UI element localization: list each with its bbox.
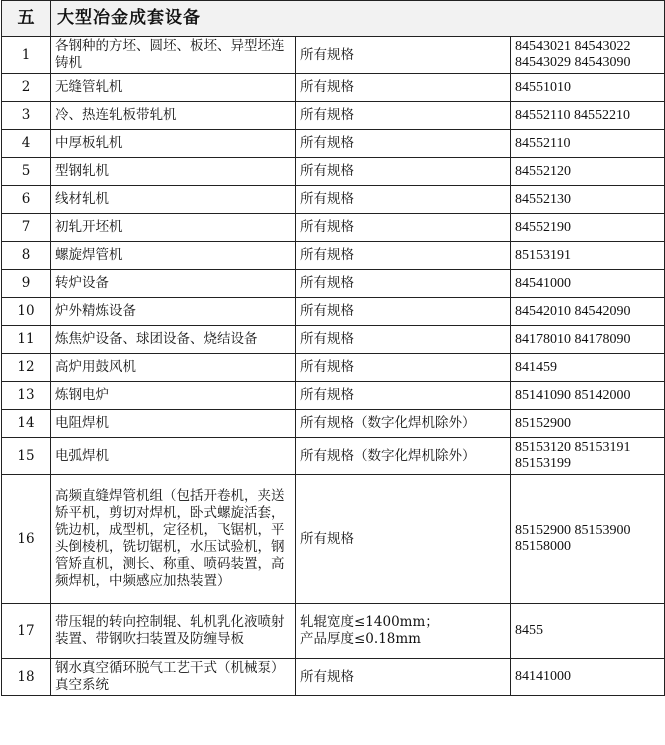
- spec-cell: 所有规格: [296, 186, 511, 214]
- equipment-name: 带压辊的转向控制辊、轧机乳化液喷射装置、带钢吹扫装置及防缠导板: [51, 604, 296, 659]
- tariff-code: 84552110: [511, 130, 665, 158]
- equipment-name: 型钢轧机: [51, 158, 296, 186]
- tariff-code: 84552190: [511, 214, 665, 242]
- equipment-name: 各钢种的方坯、圆坯、板坯、异型坯连铸机: [51, 37, 296, 74]
- equipment-name: 高炉用鼓风机: [51, 354, 296, 382]
- table-row: [2, 158, 665, 186]
- spec-cell: 所有规格（数字化焊机除外）: [296, 410, 511, 438]
- spec-cell: 所有规格: [296, 158, 511, 186]
- row-number: 14: [2, 410, 51, 438]
- tariff-code: 84552130: [511, 186, 665, 214]
- table-row: [2, 270, 665, 298]
- equipment-name: 炼焦炉设备、球团设备、烧结设备: [51, 326, 296, 354]
- spec-cell: 所有规格: [296, 382, 511, 410]
- row-number: 12: [2, 354, 51, 382]
- table-row: [2, 242, 665, 270]
- row-number: 8: [2, 242, 51, 270]
- equipment-name: 线材轧机: [51, 186, 296, 214]
- equipment-table: [1, 0, 665, 696]
- section-title: 大型冶金成套设备: [51, 1, 665, 37]
- table-row: [2, 438, 665, 475]
- tariff-code: 85152900 85153900 85158000: [511, 475, 665, 604]
- table-row: [2, 298, 665, 326]
- row-number: 15: [2, 438, 51, 475]
- tariff-code: 84552120: [511, 158, 665, 186]
- equipment-name: 螺旋焊管机: [51, 242, 296, 270]
- tariff-code: 84551010: [511, 74, 665, 102]
- table-row: [2, 604, 665, 659]
- row-number: 6: [2, 186, 51, 214]
- equipment-name: 高频直缝焊管机组（包括开卷机，夹送矫平机，剪切对焊机，卧式螺旋活套，铣边机，成型机，定径机，飞锯机，平头倒棱机，铣切锯机，水压试验机，钢管矫直机，测长、称重、喷码装置，高频焊机，中频感应加热装置）: [51, 475, 296, 604]
- table-row: [2, 659, 665, 696]
- table-row: [2, 130, 665, 158]
- row-number: 5: [2, 158, 51, 186]
- spec-cell: 所有规格: [296, 214, 511, 242]
- table-row: [2, 102, 665, 130]
- spec-cell: 所有规格: [296, 37, 511, 74]
- tariff-code: 8455: [511, 604, 665, 659]
- spec-cell: 所有规格: [296, 270, 511, 298]
- table-row: [2, 475, 665, 604]
- table-row: [2, 186, 665, 214]
- tariff-code: 84178010 84178090: [511, 326, 665, 354]
- spec-line: 轧辊宽度≤1400mm；: [300, 614, 439, 630]
- equipment-name: 炼钢电炉: [51, 382, 296, 410]
- section-header-row: [2, 1, 665, 37]
- equipment-name: 炉外精炼设备: [51, 298, 296, 326]
- equipment-name: 钢水真空循环脱气工艺干式（机械泵）真空系统: [51, 659, 296, 696]
- row-number: 7: [2, 214, 51, 242]
- tariff-code: 85152900: [511, 410, 665, 438]
- row-number: 1: [2, 37, 51, 74]
- equipment-name: 电阻焊机: [51, 410, 296, 438]
- tariff-code: 841459: [511, 354, 665, 382]
- row-number: 9: [2, 270, 51, 298]
- table-row: [2, 74, 665, 102]
- row-number: 11: [2, 326, 51, 354]
- spec-line: 产品厚度≤0.18mm: [300, 631, 421, 647]
- table-row: [2, 410, 665, 438]
- section-number: 五: [2, 1, 51, 37]
- row-number: 4: [2, 130, 51, 158]
- spec-cell: 所有规格（数字化焊机除外）: [296, 438, 511, 475]
- row-number: 3: [2, 102, 51, 130]
- spec-cell: 所有规格: [296, 475, 511, 604]
- tariff-code: 84543021 84543022 84543029 84543090: [511, 37, 665, 74]
- spec-cell: 所有规格: [296, 659, 511, 696]
- equipment-name: 中厚板轧机: [51, 130, 296, 158]
- row-number: 13: [2, 382, 51, 410]
- tariff-code: 84541000: [511, 270, 665, 298]
- tariff-code: 84141000: [511, 659, 665, 696]
- tariff-code: 85153120 85153191 85153199: [511, 438, 665, 475]
- table-row: [2, 37, 665, 74]
- row-number: 17: [2, 604, 51, 659]
- row-number: 16: [2, 475, 51, 604]
- spec-cell: 所有规格: [296, 242, 511, 270]
- table-row: [2, 326, 665, 354]
- row-number: 2: [2, 74, 51, 102]
- spec-cell: 所有规格: [296, 354, 511, 382]
- spec-cell: 所有规格: [296, 130, 511, 158]
- table-row: [2, 354, 665, 382]
- spec-cell: 所有规格: [296, 298, 511, 326]
- equipment-name: 无缝管轧机: [51, 74, 296, 102]
- equipment-name: 转炉设备: [51, 270, 296, 298]
- tariff-code: 85153191: [511, 242, 665, 270]
- row-number: 18: [2, 659, 51, 696]
- row-number: 10: [2, 298, 51, 326]
- tariff-code: 84542010 84542090: [511, 298, 665, 326]
- tariff-code: 85141090 85142000: [511, 382, 665, 410]
- spec-cell: 所有规格: [296, 74, 511, 102]
- spec-cell: [296, 604, 511, 659]
- equipment-name: 初轧开坯机: [51, 214, 296, 242]
- equipment-name: 电弧焊机: [51, 438, 296, 475]
- equipment-name: 冷、热连轧板带轧机: [51, 102, 296, 130]
- tariff-code: 84552110 84552210: [511, 102, 665, 130]
- spec-cell: 所有规格: [296, 326, 511, 354]
- table-row: [2, 382, 665, 410]
- table-row: [2, 214, 665, 242]
- spec-cell: 所有规格: [296, 102, 511, 130]
